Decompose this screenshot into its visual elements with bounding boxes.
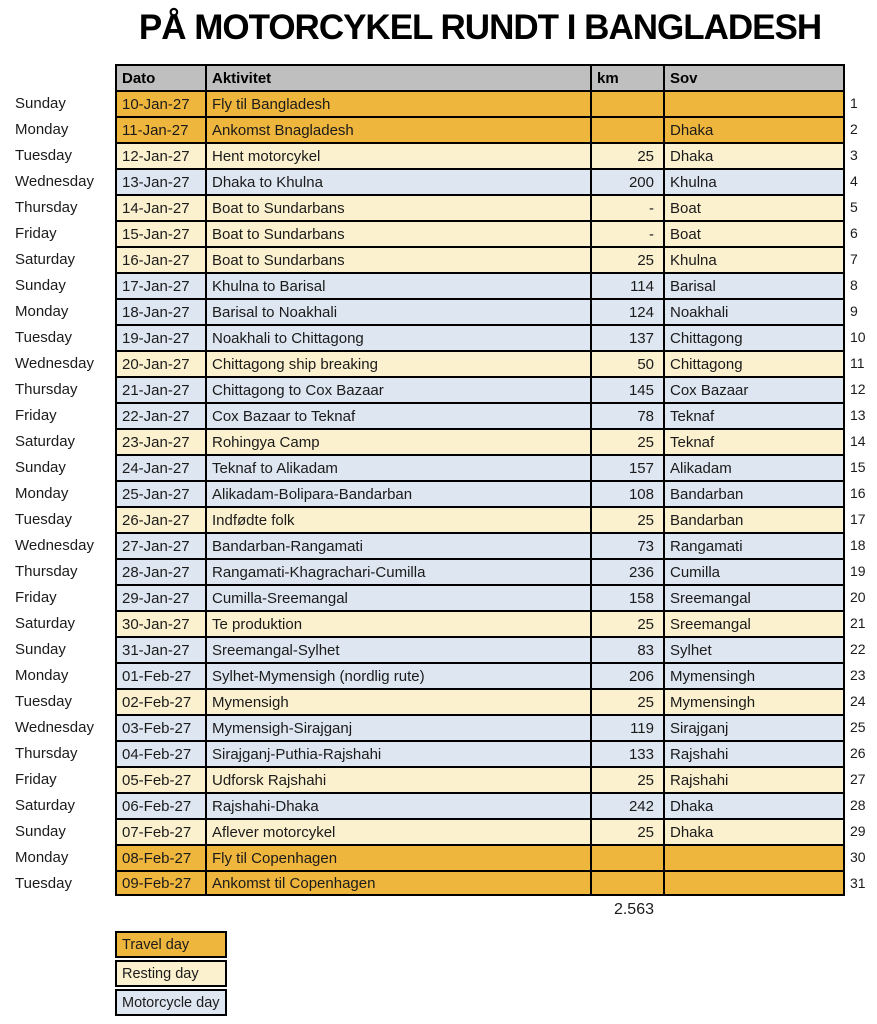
km-cell: 50 xyxy=(590,350,663,376)
date-cell: 26-Jan-27 xyxy=(115,506,205,532)
date-cell: 16-Jan-27 xyxy=(115,246,205,272)
km-cell: 158 xyxy=(590,584,663,610)
date-cell: 23-Jan-27 xyxy=(115,428,205,454)
activity-cell: Fly til Copenhagen xyxy=(205,844,590,870)
row-number: 11 xyxy=(850,355,865,371)
activity-cell: Te produktion xyxy=(205,610,590,636)
weekday-label: Wednesday xyxy=(15,718,94,736)
sleep-cell: Sreemangal xyxy=(663,584,845,610)
km-cell: 73 xyxy=(590,532,663,558)
row-number: 15 xyxy=(850,459,866,475)
row-number: 23 xyxy=(850,667,866,683)
column-header-aktivitet: Aktivitet xyxy=(205,64,590,90)
row-number: 20 xyxy=(850,589,866,605)
date-cell: 31-Jan-27 xyxy=(115,636,205,662)
weekday-label: Sunday xyxy=(15,822,66,840)
sleep-cell: Rajshahi xyxy=(663,740,845,766)
row-number: 8 xyxy=(850,277,858,293)
row-number: 4 xyxy=(850,173,858,189)
weekday-label: Tuesday xyxy=(15,510,72,528)
sleep-cell: Dhaka xyxy=(663,116,845,142)
activity-cell: Boat to Sundarbans xyxy=(205,194,590,220)
weekday-label: Saturday xyxy=(15,250,76,268)
weekday-label: Tuesday xyxy=(15,874,72,892)
sleep-cell: Barisal xyxy=(663,272,845,298)
date-cell: 10-Jan-27 xyxy=(115,90,205,116)
activity-cell: Cumilla-Sreemangal xyxy=(205,584,590,610)
km-total: 2.563 xyxy=(613,901,654,918)
sleep-cell: Rangamati xyxy=(663,532,845,558)
sleep-cell: Teknaf xyxy=(663,402,845,428)
sleep-cell: Cox Bazaar xyxy=(663,376,845,402)
weekday-label: Sunday xyxy=(15,458,66,476)
weekday-label: Friday xyxy=(15,406,57,424)
weekday-label: Tuesday xyxy=(15,328,72,346)
weekday-label: Wednesday xyxy=(15,354,94,372)
activity-cell: Sylhet-Mymensigh (nordlig rute) xyxy=(205,662,590,688)
sleep-cell: Dhaka xyxy=(663,792,845,818)
row-number: 12 xyxy=(850,381,866,397)
sleep-cell: Mymensingh xyxy=(663,688,845,714)
sleep-cell: Sreemangal xyxy=(663,610,845,636)
km-cell: 124 xyxy=(590,298,663,324)
activity-cell: Khulna to Barisal xyxy=(205,272,590,298)
km-cell: 25 xyxy=(590,688,663,714)
activity-cell: Sirajganj-Puthia-Rajshahi xyxy=(205,740,590,766)
row-number: 21 xyxy=(850,615,866,631)
date-cell: 24-Jan-27 xyxy=(115,454,205,480)
row-number: 25 xyxy=(850,719,866,735)
weekday-label: Monday xyxy=(15,666,69,684)
weekday-label: Saturday xyxy=(15,432,76,450)
km-cell: 114 xyxy=(590,272,663,298)
km-cell: 108 xyxy=(590,480,663,506)
weekday-label: Thursday xyxy=(15,562,78,580)
sleep-cell: Dhaka xyxy=(663,142,845,168)
column-header-km: km xyxy=(590,64,663,90)
weekday-label: Friday xyxy=(15,588,57,606)
date-cell: 04-Feb-27 xyxy=(115,740,205,766)
km-cell: 119 xyxy=(590,714,663,740)
sleep-cell: Mymensingh xyxy=(663,662,845,688)
weekday-label: Saturday xyxy=(15,614,76,632)
activity-cell: Udforsk Rajshahi xyxy=(205,766,590,792)
sleep-cell: Boat xyxy=(663,194,845,220)
km-cell: 25 xyxy=(590,142,663,168)
column-header-sov: Sov xyxy=(663,64,845,90)
km-cell: - xyxy=(590,220,663,246)
km-cell: 25 xyxy=(590,818,663,844)
date-cell: 15-Jan-27 xyxy=(115,220,205,246)
row-number: 30 xyxy=(850,849,866,865)
km-cell xyxy=(590,844,663,870)
date-cell: 06-Feb-27 xyxy=(115,792,205,818)
date-cell: 12-Jan-27 xyxy=(115,142,205,168)
weekday-label: Monday xyxy=(15,484,69,502)
date-cell: 21-Jan-27 xyxy=(115,376,205,402)
activity-cell: Chittagong ship breaking xyxy=(205,350,590,376)
page-header xyxy=(115,8,845,48)
sleep-cell: Sirajganj xyxy=(663,714,845,740)
weekday-label: Monday xyxy=(15,302,69,320)
legend-item-motorcycle-day: Motorcycle day xyxy=(115,989,227,1016)
legend-item-travel-day: Travel day xyxy=(115,931,227,958)
row-number: 18 xyxy=(850,537,866,553)
weekday-label: Sunday xyxy=(15,276,66,294)
row-number: 10 xyxy=(850,329,866,345)
sleep-cell xyxy=(663,870,845,896)
sleep-cell: Bandarban xyxy=(663,506,845,532)
activity-cell: Indfødte folk xyxy=(205,506,590,532)
weekday-label: Thursday xyxy=(15,744,78,762)
row-number: 28 xyxy=(850,797,866,813)
row-number: 7 xyxy=(850,251,858,267)
activity-cell: Ankomst til Copenhagen xyxy=(205,870,590,896)
legend-item-resting-day: Resting day xyxy=(115,960,227,987)
activity-cell: Hent motorcykel xyxy=(205,142,590,168)
km-cell: 25 xyxy=(590,610,663,636)
km-cell: 78 xyxy=(590,402,663,428)
sleep-cell: Sylhet xyxy=(663,636,845,662)
sleep-cell xyxy=(663,844,845,870)
row-number: 17 xyxy=(850,511,866,527)
date-cell: 11-Jan-27 xyxy=(115,116,205,142)
date-cell: 05-Feb-27 xyxy=(115,766,205,792)
row-number: 24 xyxy=(850,693,866,709)
activity-cell: Boat to Sundarbans xyxy=(205,246,590,272)
column-header-dato: Dato xyxy=(115,64,205,90)
date-cell: 29-Jan-27 xyxy=(115,584,205,610)
row-number: 27 xyxy=(850,771,866,787)
row-number: 26 xyxy=(850,745,866,761)
km-cell xyxy=(590,870,663,896)
activity-cell: Mymensigh xyxy=(205,688,590,714)
sleep-cell: Khulna xyxy=(663,168,845,194)
row-number: 2 xyxy=(850,121,858,137)
activity-cell: Mymensigh-Sirajganj xyxy=(205,714,590,740)
trip-table xyxy=(0,64,877,896)
weekday-label: Sunday xyxy=(15,640,66,658)
sleep-cell: Alikadam xyxy=(663,454,845,480)
activity-cell: Chittagong to Cox Bazaar xyxy=(205,376,590,402)
row-number: 19 xyxy=(850,563,866,579)
sleep-cell: Chittagong xyxy=(663,324,845,350)
weekday-label: Friday xyxy=(15,770,57,788)
weekday-label: Thursday xyxy=(15,380,78,398)
km-cell: 236 xyxy=(590,558,663,584)
km-cell: 145 xyxy=(590,376,663,402)
km-cell: 206 xyxy=(590,662,663,688)
weekday-label: Saturday xyxy=(15,796,76,814)
date-cell: 20-Jan-27 xyxy=(115,350,205,376)
sleep-cell: Chittagong xyxy=(663,350,845,376)
activity-cell: Aflever motorcykel xyxy=(205,818,590,844)
km-cell: 25 xyxy=(590,766,663,792)
date-cell: 13-Jan-27 xyxy=(115,168,205,194)
sleep-cell: Cumilla xyxy=(663,558,845,584)
row-number: 9 xyxy=(850,303,858,319)
legend xyxy=(115,931,227,1016)
date-cell: 08-Feb-27 xyxy=(115,844,205,870)
date-cell: 09-Feb-27 xyxy=(115,870,205,896)
date-cell: 22-Jan-27 xyxy=(115,402,205,428)
weekday-label: Sunday xyxy=(15,94,66,112)
sleep-cell: Teknaf xyxy=(663,428,845,454)
weekday-label: Wednesday xyxy=(15,536,94,554)
sleep-cell: Noakhali xyxy=(663,298,845,324)
sleep-cell: Boat xyxy=(663,220,845,246)
weekday-header-spacer xyxy=(0,64,115,90)
activity-cell: Alikadam-Bolipara-Bandarban xyxy=(205,480,590,506)
date-cell: 17-Jan-27 xyxy=(115,272,205,298)
km-cell: 200 xyxy=(590,168,663,194)
activity-cell: Fly til Bangladesh xyxy=(205,90,590,116)
weekday-label: Monday xyxy=(15,120,69,138)
row-number: 5 xyxy=(850,199,858,215)
row-number: 13 xyxy=(850,407,866,423)
row-number: 31 xyxy=(850,875,866,891)
activity-cell: Ankomst Bnagladesh xyxy=(205,116,590,142)
activity-cell: Rohingya Camp xyxy=(205,428,590,454)
weekday-label: Monday xyxy=(15,848,69,866)
activity-cell: Teknaf to Alikadam xyxy=(205,454,590,480)
activity-cell: Rangamati-Khagrachari-Cumilla xyxy=(205,558,590,584)
date-cell: 07-Feb-27 xyxy=(115,818,205,844)
date-cell: 01-Feb-27 xyxy=(115,662,205,688)
weekday-label: Thursday xyxy=(15,198,78,216)
km-cell: - xyxy=(590,194,663,220)
weekday-label: Friday xyxy=(15,224,57,242)
sleep-cell: Dhaka xyxy=(663,818,845,844)
date-cell: 25-Jan-27 xyxy=(115,480,205,506)
km-cell: 137 xyxy=(590,324,663,350)
activity-cell: Boat to Sundarbans xyxy=(205,220,590,246)
row-number: 22 xyxy=(850,641,866,657)
row-number: 3 xyxy=(850,147,858,163)
weekday-label: Tuesday xyxy=(15,146,72,164)
km-cell: 133 xyxy=(590,740,663,766)
activity-cell: Cox Bazaar to Teknaf xyxy=(205,402,590,428)
row-number: 6 xyxy=(850,225,858,241)
row-number: 16 xyxy=(850,485,866,501)
activity-cell: Rajshahi-Dhaka xyxy=(205,792,590,818)
activity-cell: Noakhali to Chittagong xyxy=(205,324,590,350)
weekday-label: Tuesday xyxy=(15,692,72,710)
activity-cell: Dhaka to Khulna xyxy=(205,168,590,194)
km-cell: 25 xyxy=(590,246,663,272)
date-cell: 02-Feb-27 xyxy=(115,688,205,714)
date-cell: 14-Jan-27 xyxy=(115,194,205,220)
sleep-cell xyxy=(663,90,845,116)
page-title: PÅ MOTORCYKEL RUNDT I BANGLADESH xyxy=(138,8,822,47)
row-number: 1 xyxy=(850,95,858,111)
sleep-cell: Bandarban xyxy=(663,480,845,506)
activity-cell: Bandarban-Rangamati xyxy=(205,532,590,558)
weekday-label: Wednesday xyxy=(15,172,94,190)
date-cell: 03-Feb-27 xyxy=(115,714,205,740)
date-cell: 27-Jan-27 xyxy=(115,532,205,558)
km-cell: 25 xyxy=(590,506,663,532)
km-cell xyxy=(590,90,663,116)
km-cell xyxy=(590,116,663,142)
row-number: 14 xyxy=(850,433,866,449)
row-number: 29 xyxy=(850,823,866,839)
date-cell: 18-Jan-27 xyxy=(115,298,205,324)
km-cell: 157 xyxy=(590,454,663,480)
sleep-cell: Rajshahi xyxy=(663,766,845,792)
date-cell: 30-Jan-27 xyxy=(115,610,205,636)
date-cell: 19-Jan-27 xyxy=(115,324,205,350)
km-cell: 83 xyxy=(590,636,663,662)
km-cell: 242 xyxy=(590,792,663,818)
rownum-header-spacer xyxy=(845,64,877,90)
km-cell: 25 xyxy=(590,428,663,454)
activity-cell: Sreemangal-Sylhet xyxy=(205,636,590,662)
date-cell: 28-Jan-27 xyxy=(115,558,205,584)
activity-cell: Barisal to Noakhali xyxy=(205,298,590,324)
sleep-cell: Khulna xyxy=(663,246,845,272)
